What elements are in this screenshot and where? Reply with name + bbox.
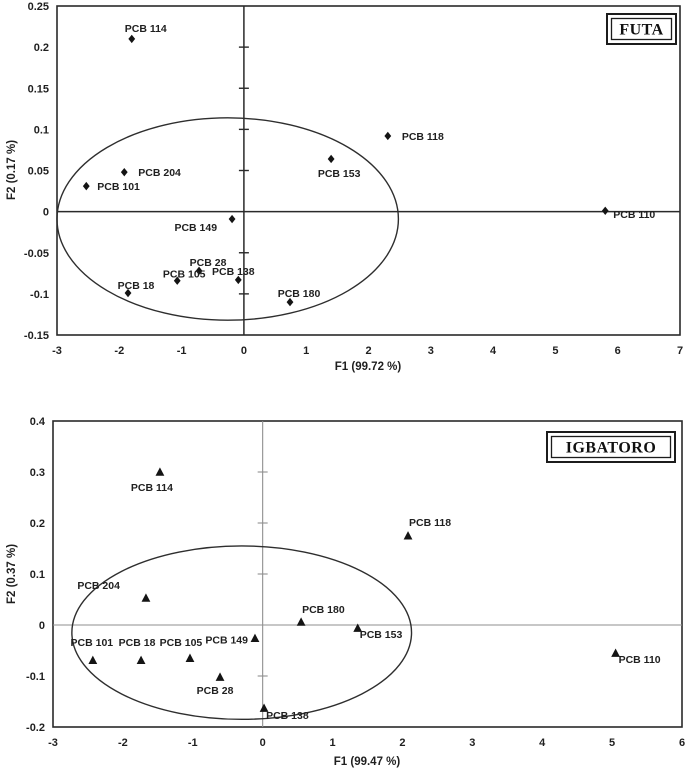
igbatoro-title-box [547, 432, 675, 462]
igbatoro-x-tick-label: -2 [117, 737, 128, 749]
igbatoro-point-label-pcb-101: PCB 101 [70, 637, 114, 650]
igbatoro-point-label-pcb-18: PCB 18 [118, 637, 156, 650]
futa-y-tick-label: -0.05 [23, 247, 49, 260]
igbatoro-data-point-pcb-28 [216, 672, 225, 680]
futa-point-label-pcb-204: PCB 204 [138, 167, 181, 180]
igbatoro-point-label-pcb-114: PCB 114 [130, 482, 173, 494]
igbatoro-point-label-pcb-28: PCB 28 [196, 685, 234, 698]
igbatoro-x-tick-label: -3 [48, 737, 58, 749]
futa-point-label-pcb-28: PCB 28 [189, 256, 227, 269]
igbatoro-data-point-pcb-149 [251, 634, 260, 642]
futa-point-label-pcb-138: PCB 138 [211, 265, 255, 278]
futa-x-tick-label: 2 [365, 345, 372, 357]
igbatoro-data-point-pcb-18 [137, 656, 146, 664]
futa-y-tick-label: -0.1 [30, 288, 49, 301]
igbatoro-data-point-pcb-114 [156, 467, 165, 475]
igbatoro-x-tick-label: 0 [259, 737, 266, 749]
futa-point-label-pcb-110: PCB 110 [613, 208, 656, 221]
futa-y-tick-label: 0.25 [27, 1, 49, 13]
igbatoro-x-tick-label: -1 [187, 737, 198, 749]
igbatoro-point-label-pcb-149: PCB 149 [205, 634, 248, 647]
futa-point-label-pcb-118: PCB 118 [401, 130, 444, 143]
futa-title-box [607, 14, 676, 44]
igbatoro-x-tick-label: 2 [399, 737, 406, 749]
igbatoro-title: IGBATORO [565, 439, 657, 457]
futa-x-tick-label: -1 [176, 345, 187, 357]
igbatoro-point-label-pcb-118: PCB 118 [409, 516, 452, 529]
igbatoro-data-point-pcb-105 [186, 654, 195, 662]
igbatoro-point-label-pcb-153: PCB 153 [359, 629, 403, 642]
futa-x-tick-label: -3 [52, 345, 62, 357]
igbatoro-y-tick-label: 0.2 [29, 518, 45, 530]
futa-chart [24, 1, 683, 357]
igbatoro-x-tick-label: 3 [469, 737, 476, 749]
igbatoro-data-point-pcb-204 [142, 593, 151, 601]
futa-data-point-pcb-101 [83, 182, 90, 190]
futa-x-tick-label: 3 [427, 345, 434, 357]
igbatoro-x-tick-label: 6 [678, 737, 685, 749]
futa-title: FUTA [619, 21, 664, 39]
igbatoro-x-tick-label: 5 [609, 737, 616, 749]
igbatoro-y-axis-label: F2 (0.37 %) [6, 543, 18, 605]
futa-x-tick-label: 6 [614, 345, 621, 357]
futa-x-axis-label: F1 (99.72 %) [334, 361, 402, 373]
futa-x-tick-label: 4 [490, 345, 497, 357]
futa-point-label-pcb-18: PCB 18 [117, 280, 155, 293]
futa-point-label-pcb-114: PCB 114 [124, 22, 167, 35]
igbatoro-y-tick-label: -0.1 [26, 671, 45, 683]
futa-point-label-pcb-153: PCB 153 [317, 167, 361, 180]
igbatoro-point-label-pcb-105: PCB 105 [159, 637, 203, 650]
futa-data-point-pcb-114 [128, 35, 135, 43]
igbatoro-y-tick-label: -0.2 [26, 722, 45, 734]
futa-y-tick-label: 0.2 [33, 42, 49, 55]
futa-x-tick-label: 0 [240, 345, 247, 357]
igbatoro-point-label-pcb-180: PCB 180 [302, 603, 345, 616]
igbatoro-data-point-pcb-118 [404, 531, 413, 539]
futa-x-tick-label: 7 [676, 345, 684, 357]
futa-x-tick-label: 5 [552, 345, 559, 357]
igbatoro-point-label-pcb-110: PCB 110 [618, 654, 661, 667]
futa-data-point-pcb-153 [328, 155, 335, 163]
futa-y-tick-label: 0.15 [27, 83, 49, 96]
futa-y-tick-label: 0.1 [33, 124, 49, 137]
igbatoro-y-tick-label: 0.4 [29, 416, 45, 428]
futa-point-label-pcb-149: PCB 149 [174, 222, 218, 235]
futa-data-point-pcb-149 [229, 215, 236, 223]
futa-point-label-pcb-180: PCB 180 [277, 288, 321, 301]
igbatoro-data-point-pcb-180 [297, 617, 306, 625]
igbatoro-y-tick-label: 0.1 [29, 569, 45, 581]
futa-y-axis-label: F2 (0.17 %) [6, 139, 18, 201]
futa-y-tick-label: -0.15 [23, 330, 49, 342]
futa-confidence-ellipse [57, 118, 398, 320]
futa-y-tick-label: 0 [42, 206, 49, 219]
futa-x-tick-label: -2 [114, 345, 125, 357]
futa-point-label-pcb-101: PCB 101 [97, 181, 140, 194]
igbatoro-x-axis-label: F1 (99.47 %) [333, 756, 401, 768]
igbatoro-data-point-pcb-101 [88, 656, 97, 664]
igbatoro-y-tick-label: 0 [38, 620, 45, 632]
igbatoro-y-tick-label: 0.3 [29, 467, 45, 479]
futa-data-point-pcb-110 [602, 207, 609, 215]
futa-x-tick-label: 1 [303, 345, 310, 357]
futa-data-point-pcb-118 [384, 132, 391, 140]
igbatoro-x-tick-label: 4 [539, 737, 546, 749]
igbatoro-chart [26, 416, 685, 749]
futa-data-point-pcb-204 [121, 168, 128, 176]
futa-y-tick-label: 0.05 [27, 165, 49, 178]
igbatoro-point-label-pcb-204: PCB 204 [77, 579, 120, 592]
igbatoro-point-label-pcb-138: PCB 138 [266, 710, 309, 723]
futa-point-label-pcb-105: PCB 105 [162, 268, 206, 281]
igbatoro-x-tick-label: 1 [329, 737, 336, 749]
